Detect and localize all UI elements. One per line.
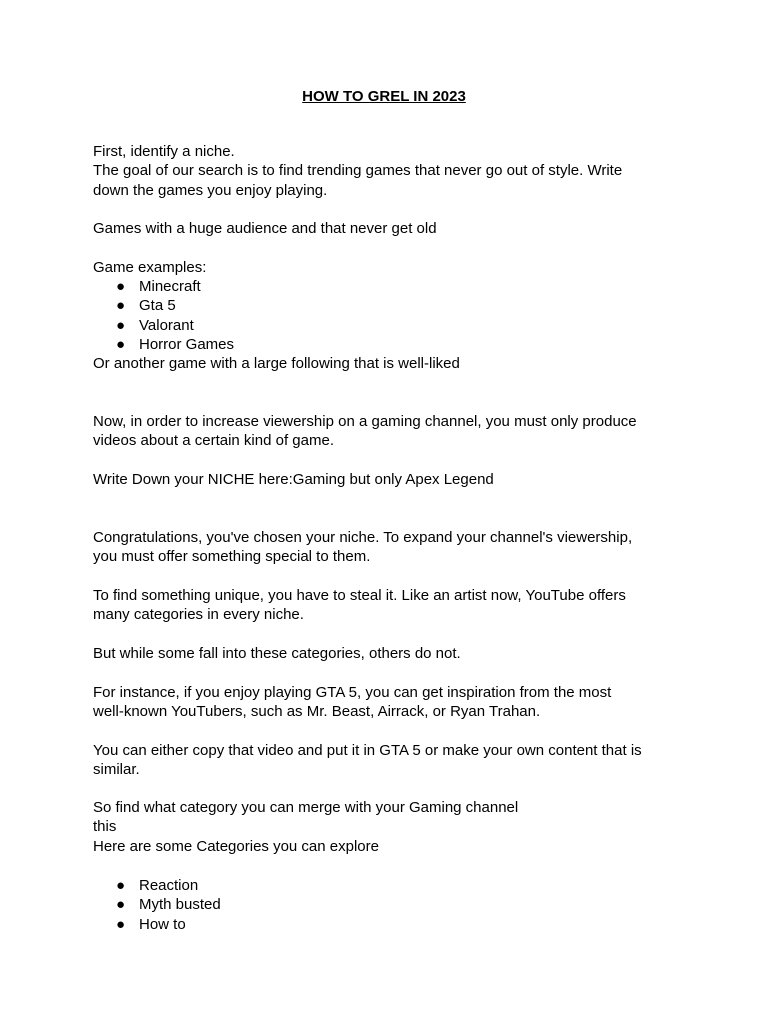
list-item <box>93 895 221 914</box>
copy-paragraph <box>93 741 693 780</box>
instance-line: well-known YouTubers, such as Mr. Beast, Airrack, or Ryan Trahan. <box>93 703 541 721</box>
intro-paragraph <box>93 142 693 200</box>
niche-paragraph <box>93 470 693 489</box>
instance-paragraph <box>93 683 693 722</box>
copy-line: similar. <box>93 761 140 779</box>
unique-line: many categories in every niche. <box>93 606 304 624</box>
merge-paragraph <box>93 798 693 856</box>
congrats-paragraph <box>93 528 693 567</box>
list-item-label: Valorant <box>139 316 194 334</box>
intro-line: First, identify a niche. <box>93 143 235 160</box>
copy-line: You can either copy that video and put it in GTA 5 or make your own content that is <box>93 742 642 759</box>
categories-list <box>93 876 221 934</box>
list-item <box>93 915 221 934</box>
list-item-label: Myth busted <box>139 896 221 914</box>
document-title: HOW TO GREL IN 2023 <box>302 88 466 105</box>
list-item <box>93 876 221 895</box>
examples-heading <box>93 258 693 277</box>
bullet-icon: ● <box>116 896 126 914</box>
list-item-label: Gta 5 <box>139 297 176 315</box>
merge-line: So find what category you can merge with your Gaming channel <box>93 799 519 816</box>
categories-note-paragraph <box>93 644 693 663</box>
bullet-icon: ● <box>116 915 126 933</box>
merge-line: Here are some Categories you can explore <box>93 837 379 855</box>
bullet-icon: ● <box>116 335 126 353</box>
bullet-icon: ● <box>116 278 126 295</box>
viewership-line: Now, in order to increase viewership on a gaming channel, you must only produce <box>93 413 637 430</box>
list-item-label: Minecraft <box>139 278 201 295</box>
viewership-line: videos about a certain kind of game. <box>93 432 334 450</box>
other-game-paragraph <box>93 354 693 373</box>
list-item <box>93 277 234 296</box>
list-item <box>93 296 234 315</box>
intro-line: The goal of our search is to find trending games that never go out of style. Write <box>93 162 623 180</box>
list-item <box>93 316 234 335</box>
niche-text: Write Down your NICHE here:Gaming but only Apex Legend <box>93 471 494 488</box>
audience-text: Games with a huge audience and that never get old <box>93 220 437 237</box>
bullet-icon: ● <box>116 316 126 334</box>
examples-heading-text: Game examples: <box>93 259 207 276</box>
merge-line: this <box>93 818 117 836</box>
audience-paragraph <box>93 219 693 238</box>
game-examples-list <box>93 277 234 354</box>
viewership-paragraph <box>93 412 693 451</box>
bullet-icon: ● <box>116 297 126 315</box>
bullet-icon: ● <box>116 877 126 894</box>
unique-paragraph <box>93 586 693 625</box>
list-item-label: How to <box>139 915 186 933</box>
categories-note-text: But while some fall into these categories, others do not. <box>93 645 461 662</box>
other-game-text: Or another game with a large following that is well-liked <box>93 355 460 372</box>
intro-line: down the games you enjoy playing. <box>93 181 328 199</box>
instance-line: For instance, if you enjoy playing GTA 5, you can get inspiration from the most <box>93 684 612 701</box>
list-item <box>93 335 234 354</box>
unique-line: To find something unique, you have to steal it. Like an artist now, YouTube offers <box>93 587 626 604</box>
list-item-label: Horror Games <box>139 335 235 353</box>
congrats-line: you must offer something special to them. <box>93 548 371 566</box>
congrats-line: Congratulations, you've chosen your niche. To expand your channel's viewership, <box>93 529 633 546</box>
list-item-label: Reaction <box>139 877 199 894</box>
